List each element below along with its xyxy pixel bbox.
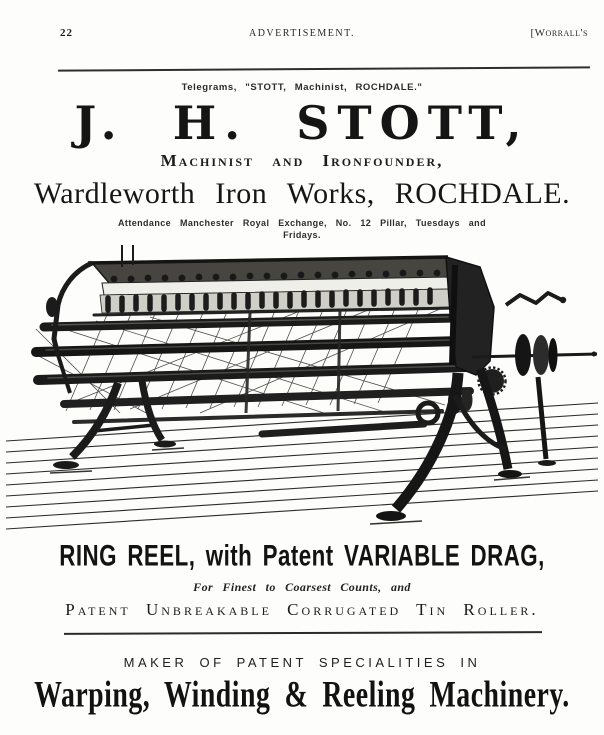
running-head-source: [Worrall's [530, 27, 588, 39]
machinery-line: Warping, Winding & Reeling Machinery. [34, 674, 570, 716]
page-number: 22 [60, 27, 73, 39]
left-end-frame [54, 263, 92, 355]
drive-pulleys [515, 334, 558, 376]
advertiser-name: J. H. STOTT, [74, 96, 530, 150]
header-rule [58, 66, 590, 71]
reel-body [36, 245, 470, 434]
attendance-line-2: Fridays. [283, 229, 321, 240]
maker-line: MAKER OF PATENT SPECIALITIES IN [123, 655, 481, 670]
ring-reel-illustration [0, 243, 604, 535]
attendance-note [0, 218, 604, 241]
product-tagline: For Finest to Coarsest Counts, and [193, 580, 411, 594]
trade-line: Machinist and Ironfounder, [160, 151, 444, 170]
crank-handle [506, 293, 562, 305]
machine-legs [50, 369, 556, 524]
telegrams-line: Telegrams, "STOTT, Machinist, ROCHDALE." [181, 82, 423, 93]
product-heading: RING REEL, with Patent VARIABLE DRAG, [59, 539, 545, 573]
running-head [0, 0, 604, 66]
attendance-line-1: Attendance Manchester Royal Exchange, No. 12 Pillar, Tuesdays and [118, 218, 486, 228]
running-head-title: ADVERTISEMENT. [248, 28, 356, 39]
ring-reel-machine-engraving [0, 243, 604, 535]
roller-line: Patent Unbreakable Corrugated Tin Roller. [65, 600, 539, 619]
section-rule [64, 631, 542, 635]
works-address: Wardleworth Iron Works, ROCHDALE. [33, 177, 571, 210]
